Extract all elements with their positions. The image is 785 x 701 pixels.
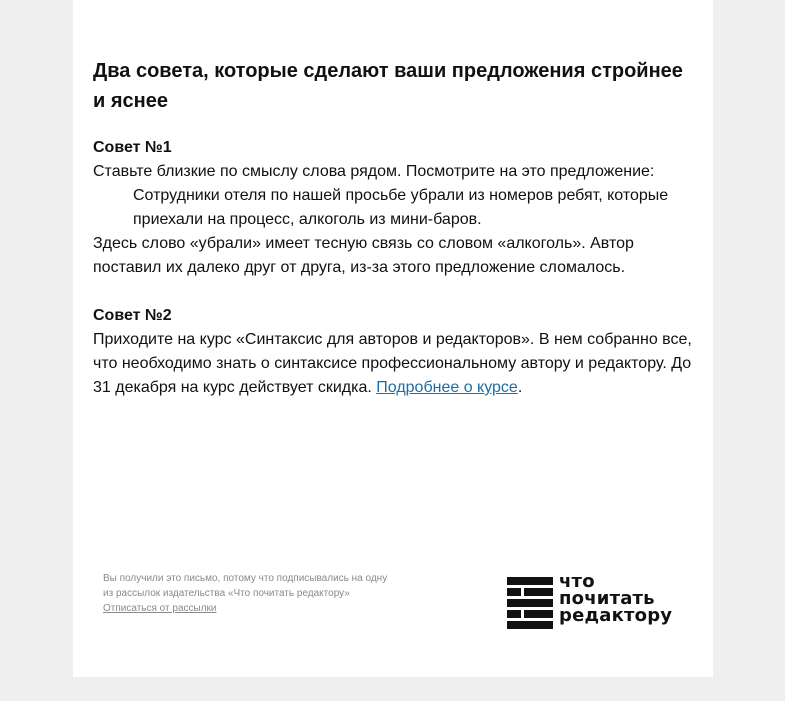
tip2-text-block (93, 328, 697, 400)
logo-bars-icon (507, 577, 553, 632)
article-title: Два совета, которые сделают ваши предложения стройнее и яснее (93, 60, 683, 112)
email-content (93, 56, 697, 400)
spacer (93, 280, 697, 304)
footer-note (103, 571, 393, 616)
tip2-after-link: . (517, 379, 523, 396)
tip1-quote: Сотрудники отеля по нашей просьбе убрали из номеров ребят, которые приехали на процесс, алкоголь из мини-баров. (133, 187, 669, 228)
course-details-link[interactable]: Подробнее о курсе (376, 379, 518, 396)
unsubscribe-link[interactable]: Отписаться от рассылки (103, 603, 217, 614)
tip1-intro: Ставьте близкие по смыслу слова рядом. Посмотрите на это предложение: (93, 163, 655, 180)
footer-note-text: Вы получили это письмо, потому что подписывались на одну из рассылок издательства «Что почитать редактору» (103, 573, 388, 599)
tip2-text: Приходите на курс «Синтаксис для авторов и редакторов». В нем собранно все, что необходимо знать о синтаксисе профессиональному автору и редактору. До 31 декабря на курс действует скидка. (93, 331, 692, 396)
publisher-logo (507, 571, 687, 627)
email-card (73, 0, 713, 677)
logo-line-3: редактору (559, 605, 673, 626)
logo-line-2: почитать (559, 588, 655, 609)
logo-text (559, 573, 672, 624)
tip1-explanation: Здесь слово «убрали» имеет тесную связь со словом «алкоголь». Автор поставил их далеко друг от друга, из-за этого предложение сломалось. (93, 235, 634, 276)
tip1-heading: Совет №1 (93, 139, 172, 156)
logo-line-1: что (559, 571, 595, 592)
tip2-heading: Совет №2 (93, 307, 172, 324)
